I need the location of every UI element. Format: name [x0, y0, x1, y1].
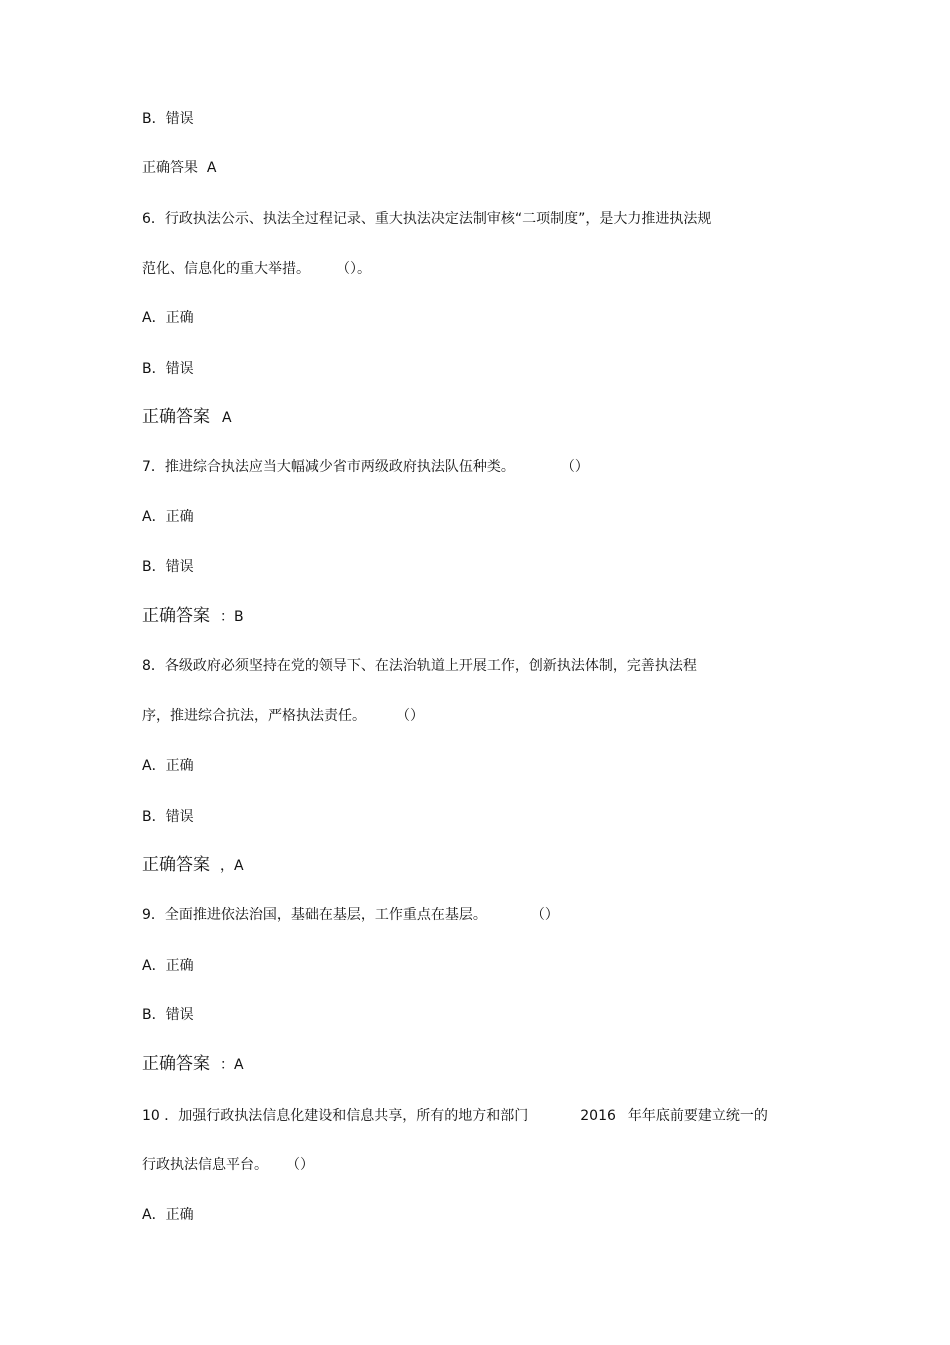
- answer-bracket: （）: [396, 708, 424, 724]
- question-text: 10 ．加强行政执法信息化建设和信息共享，所有的地方和部门: [142, 1108, 529, 1124]
- question-text: 7．推进综合执法应当大幅减少省市两级政府执法队伍种类。: [142, 459, 515, 475]
- answer-bracket: （）: [530, 907, 559, 923]
- q9-answer: [142, 1052, 244, 1077]
- q8-option-b: B．错误: [142, 809, 194, 825]
- q8-option-a: A．正确: [142, 758, 194, 774]
- answer-value: ：B: [220, 609, 244, 625]
- q8-question-line-2: [142, 706, 424, 726]
- answer-bracket: （）: [560, 459, 589, 475]
- answer-value: ：A: [220, 1057, 244, 1073]
- answer-bracket: （）。: [336, 261, 371, 277]
- q6-option-b: B．错误: [142, 361, 194, 377]
- answer-label: 正确答案: [142, 855, 210, 875]
- answer-value: A: [206, 160, 217, 176]
- q10-question-line-2: [142, 1155, 314, 1175]
- q5-answer: [142, 158, 216, 178]
- answer-bracket: （）: [286, 1157, 314, 1173]
- q6-answer: [142, 405, 232, 430]
- answer-label: 正确答案: [142, 1054, 210, 1074]
- q7-answer: [142, 604, 244, 629]
- deadline-year: 2016: [580, 1108, 616, 1124]
- answer-label: 正确答案: [142, 606, 210, 626]
- question-text: 9．全面推进依法治国，基础在基层，工作重点在基层。: [142, 907, 487, 923]
- question-text-tail: 年年底前要建立统一的: [627, 1108, 768, 1124]
- q7-option-b: B．错误: [142, 559, 194, 575]
- q8-answer: [142, 853, 244, 878]
- q9-question: [142, 905, 559, 925]
- q5-option-b: B．错误: [142, 111, 194, 127]
- q7-option-a: A．正确: [142, 509, 194, 525]
- question-text: 序，推进综合抗法，严格执法责任。: [142, 708, 366, 724]
- q7-question: [142, 457, 589, 477]
- answer-value: ，A: [220, 858, 244, 874]
- q10-question-line-1: [142, 1106, 768, 1126]
- q6-question-line-1: 6．行政执法公示、执法全过程记录、重大执法决定法制审核“二项制度”，是大力推进执法规: [142, 211, 712, 227]
- q9-option-a: A．正确: [142, 958, 194, 974]
- answer-label: 正确答果: [142, 160, 198, 176]
- question-text: 范化、信息化的重大举措。: [142, 261, 310, 277]
- answer-value: A: [222, 410, 232, 426]
- q6-option-a: A．正确: [142, 310, 194, 326]
- question-text: 行政执法信息平台。: [142, 1157, 268, 1173]
- q8-question-line-1: 8．各级政府必须坚持在党的领导下、在法治轨道上开展工作，创新执法体制，完善执法程: [142, 658, 697, 674]
- q10-option-a: A．正确: [142, 1207, 194, 1223]
- q9-option-b: B．错误: [142, 1007, 194, 1023]
- q6-question-line-2: [142, 259, 371, 279]
- answer-label: 正确答案: [142, 407, 210, 427]
